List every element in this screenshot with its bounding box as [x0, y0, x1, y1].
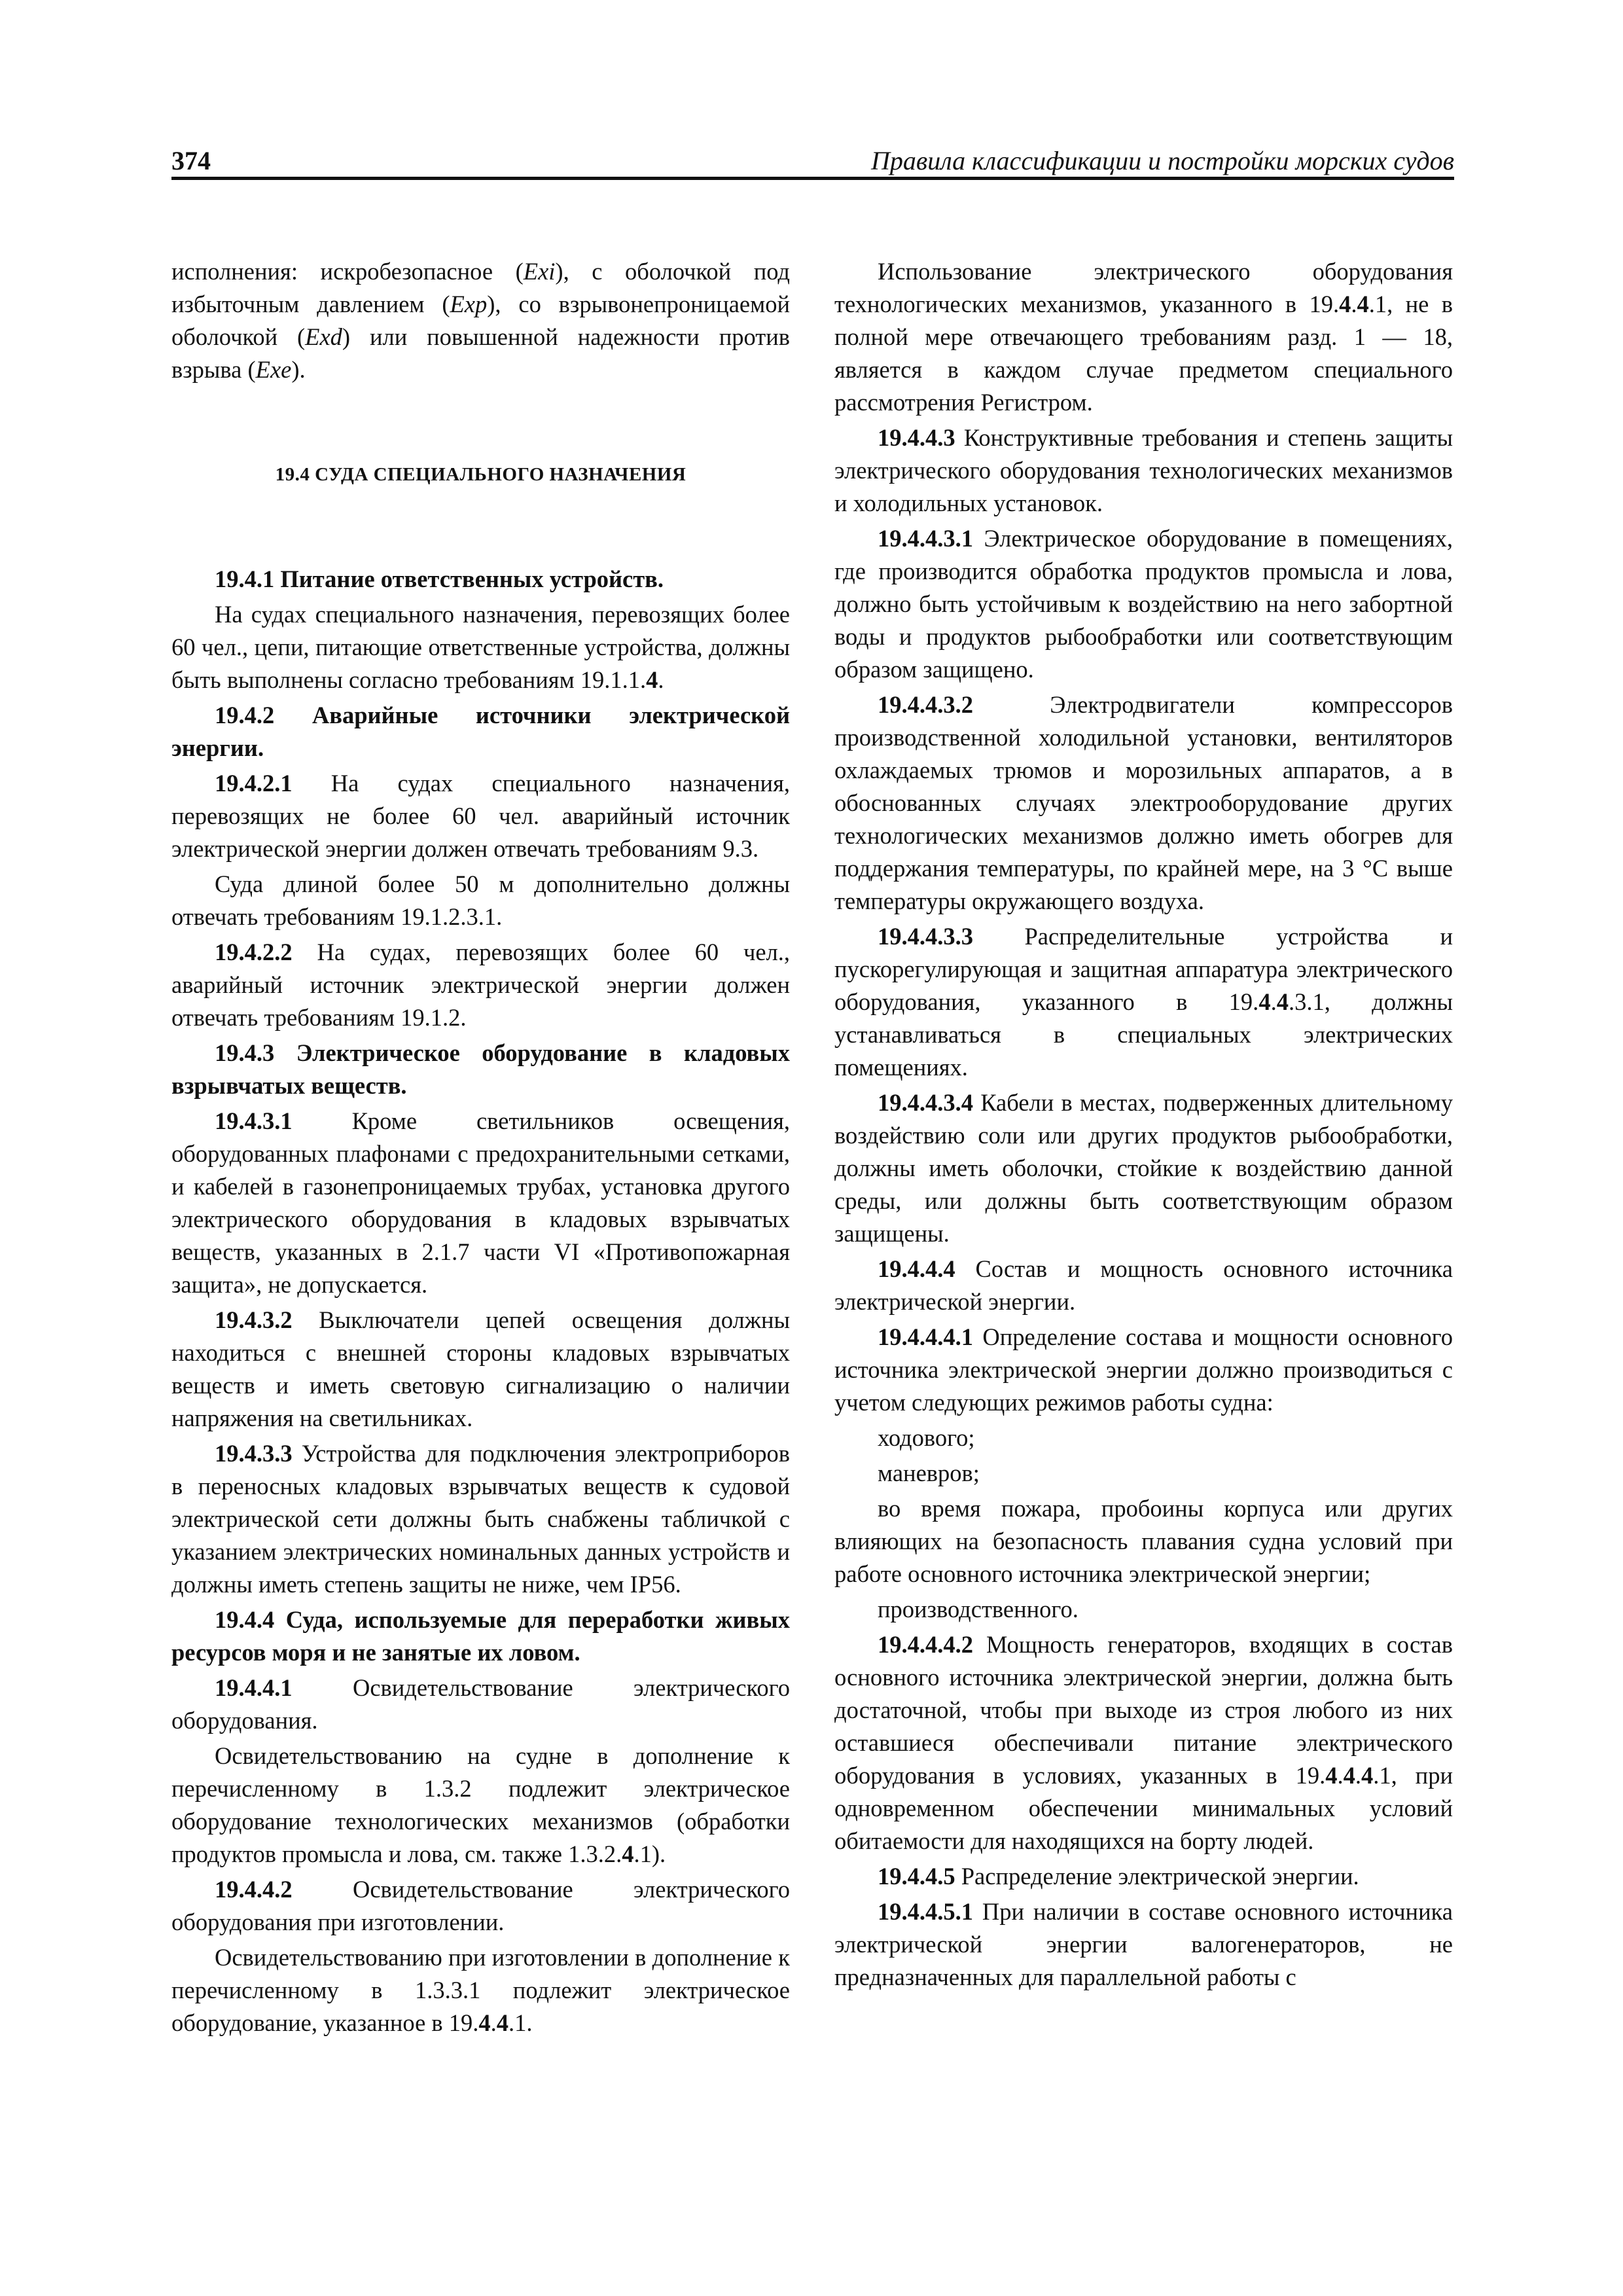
- paragraph-19-4-4-5: 19.4.4.5 Распределение электрической энергии.: [878, 1863, 1359, 1890]
- list-item: ходового;: [878, 1424, 975, 1451]
- paragraph-19-4-4-4-2: 19.4.4.4.2 Мощность генераторов, входящих в состав основного источника электрической энергии, должна быть достаточной, чтобы при выходе из строя любого из них оставшиеся обеспечивали питание электрического оборудования в условиях, указанных в 19.4.4.4.1, при одновременном обеспечении минимальных условий обитаемости для находящихся на борту людей.: [834, 1631, 1453, 1854]
- list-item: маневров;: [878, 1460, 980, 1486]
- paragraph-explosion-protection: исполнения: искробезопасное (Exi), с оболочкой под избыточным давлением (Exp), со взрывонепроницаемой оболочкой (Exd) или повышенной надежности против взрыва (Exe).: [171, 258, 791, 383]
- paragraph-19-4-2-2: 19.4.2.2 На судах, перевозящих более 60 чел., аварийный источник электрической энергии должен отвечать требованиям 19.1.2.: [171, 939, 790, 1031]
- paragraph-19-4-1: На судах специального назначения, перевозящих более 60 чел., цепи, питающие ответственные устройства, должны быть выполнены согласно требованиям 19.1.1.4.: [171, 601, 790, 693]
- page-header: [171, 143, 1454, 182]
- paragraph-19-4-3-2: 19.4.3.2 Выключатели цепей освещения должны находиться с внешней стороны кладовых взрывчатых веществ и иметь световую сигнализацию о наличии напряжения на светильниках.: [171, 1306, 790, 1431]
- paragraph-19-4-4-5-1: 19.4.4.5.1 При наличии в составе основного источника электрической энергии валогенераторов, не предназначенных для параллельной работы с: [834, 1898, 1453, 1990]
- list-item: во время пожара, пробоины корпуса или других влияющих на безопасность плавания судна условий при работе основного источника электрической энергии;: [834, 1495, 1453, 1587]
- paragraph-19-4-4-4-1: 19.4.4.4.1 Определение состава и мощности основного источника электрической энергии должно производиться с учетом следующих режимов работы судна:: [834, 1323, 1453, 1416]
- running-title: Правила классификации и постройки морских судов: [870, 146, 1454, 175]
- heading-19-4-2: 19.4.2 Аварийные источники электрической энергии.: [171, 702, 790, 761]
- paragraph-19-4-4-1: 19.4.4.1 Освидетельствование электрического оборудования.: [171, 1674, 790, 1734]
- paragraph-19-4-4-3-3: 19.4.4.3.3 Распределительные устройства и пускорегулирующая и защитная аппаратура электрического оборудования, указанного в 19.4.4.3.1, должны устанавливаться в специальных электрических помещениях.: [834, 923, 1453, 1081]
- heading-19-4-4: 19.4.4 Суда, используемые для переработки живых ресурсов моря и не занятые их ловом.: [171, 1606, 790, 1666]
- paragraph-19-4-4-4: 19.4.4.4 Состав и мощность основного источника электрической энергии.: [834, 1255, 1453, 1315]
- page-number: 374: [171, 146, 211, 175]
- paragraph-19-4-4-3-4: 19.4.4.3.4 Кабели в местах, подверженных длительному воздействию соли или других продуктов рыбообработки, должны иметь оболочки, стойкие к воздействию данной среды, или должны быть соответствующим образом защищены.: [834, 1089, 1453, 1247]
- left-column: [171, 255, 790, 2042]
- paragraph-usage: Использование электрического оборудования технологических механизмов, указанного в 19.4.4.1, не в полной мере отвечающего требованиям разд. 1 — 18, является в каждом случае предметом специального рассмотрения Регистром.: [834, 258, 1453, 416]
- paragraph-19-4-2-1: 19.4.2.1 На судах специального назначения, перевозящих не более 60 чел. аварийный источник электрической энергии должен отвечать требованиям 9.3.: [171, 770, 790, 862]
- heading-19-4-1: 19.4.1 Питание ответственных устройств.: [215, 565, 664, 592]
- paragraph-19-4-4-3-1: 19.4.4.3.1 Электрическое оборудование в помещениях, где производится обработка продуктов промысла и лова, должно быть устойчивым к воздействию на него забортной воды и продуктов рыбообработки или соответствующим образом защищено.: [834, 525, 1453, 683]
- paragraph-19-4-4-2: 19.4.4.2 Освидетельствование электрического оборудования при изготовлении.: [171, 1876, 790, 1935]
- list-item: производственного.: [878, 1596, 1079, 1623]
- paragraph-19-4-4-1-b: Освидетельствованию на судне в дополнение к перечисленному в 1.3.2 подлежит электрическое оборудование технологических механизмов (обработки продуктов промысла и лова, см. также 1.3.2.4.1).: [171, 1742, 790, 1867]
- paragraph-19-4-3-3: 19.4.3.3 Устройства для подключения электроприборов в переносных кладовых взрывчатых веществ к судовой электрической сети должны быть снабжены табличкой с указанием электрических номинальных данных устройств и должны иметь степень защиты не ниже, чем IP56.: [171, 1440, 790, 1598]
- paragraph-19-4-4-3-2: 19.4.4.3.2 Электродвигатели компрессоров производственной холодильной установки, вентиляторов охлаждаемых трюмов и морозильных аппаратов, а в обоснованных случаях электрооборудование других технологических механизмов должно иметь обогрев для поддержания температуры, по крайней мере, на 3 °С выше температуры окружающего воздуха.: [834, 691, 1453, 914]
- paragraph-19-4-2-1-b: Суда длиной более 50 м дополнительно должны отвечать требованиям 19.1.2.3.1.: [171, 870, 790, 930]
- section-title: 19.4 СУДА СПЕЦИАЛЬНОГО НАЗНАЧЕНИЯ: [275, 464, 687, 485]
- paragraph-19-4-3-1: 19.4.3.1 Кроме светильников освещения, оборудованных плафонами с предохранительными сетками, и кабелей в газонепроницаемых трубах, установка другого электрического оборудования в кладовых взрывчатых веществ, указанных в 2.1.7 части VI «Противопожарная защита», не допускается.: [171, 1107, 790, 1298]
- heading-19-4-3: 19.4.3 Электрическое оборудование в кладовых взрывчатых веществ.: [171, 1039, 790, 1099]
- paragraph-19-4-4-3: 19.4.4.3 Конструктивные требования и степень защиты электрического оборудования технологических механизмов и холодильных установок.: [834, 424, 1453, 516]
- header-rule: [171, 177, 1454, 180]
- paragraph-19-4-4-2-b: Освидетельствованию при изготовлении в дополнение к перечисленному в 1.3.3.1 подлежит электрическое оборудование, указанное в 19.4.4.1.: [171, 1944, 790, 2036]
- right-column: [834, 255, 1453, 1996]
